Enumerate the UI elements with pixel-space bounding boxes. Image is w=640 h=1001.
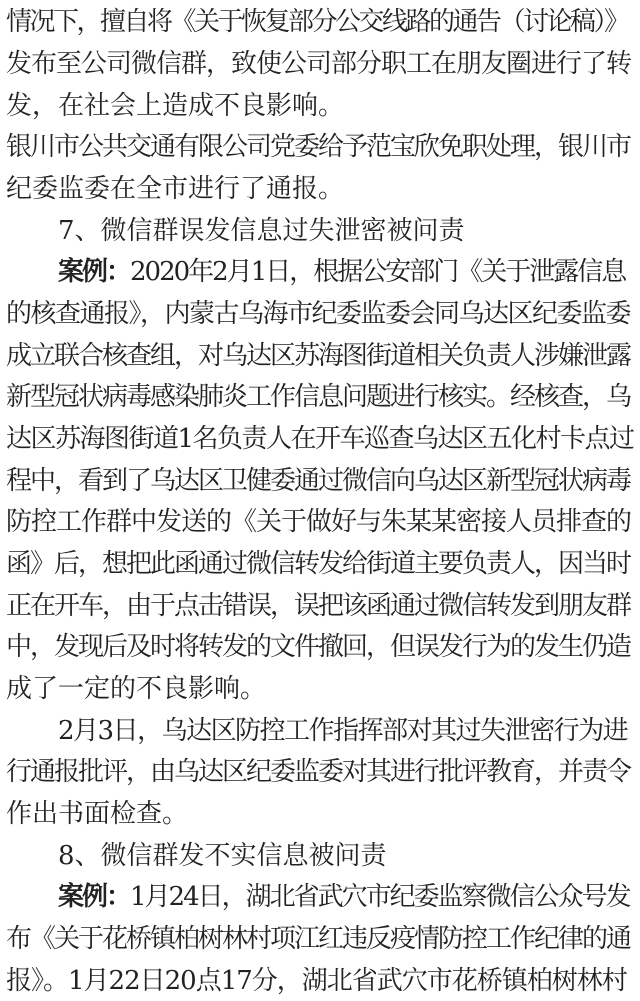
text-line: 正在开车，由于点击错误，误把该函通过微信转发到朋友群 [6, 591, 631, 621]
text-line: 作出书面检查。 [6, 799, 189, 829]
text-line: 新型冠状病毒感染肺炎工作信息问题进行核实。经核查，乌 [6, 382, 631, 412]
case-text: 1月24日，湖北省武穴市纪委监察微信公众号发 [130, 882, 630, 912]
text-line: 报》。1月22日20点17分，湖北省武穴市花桥镇柏树林村 [6, 966, 627, 996]
case-label: 案例： [58, 882, 131, 912]
text-line: 发，在社会上造成不良影响。 [6, 91, 345, 121]
text-line: 达区苏海图街道1名负责人在开车巡查乌达区五化村卡点过 [6, 424, 634, 454]
case-label: 案例： [58, 257, 131, 287]
text-line: 2月3日，乌达区防控工作指挥部对其过失泄密行为进 [58, 716, 628, 746]
text-line: 防控工作群中发送的《关于做好与朱某某密接人员排查的 [6, 507, 632, 537]
text-line: 函》后，想把此函通过微信转发给街道主要负责人，因当时 [6, 549, 631, 579]
text-line: 银川市公共交通有限公司党委给予范宝欣免职处理，银川市 [6, 132, 631, 162]
text-line: 成立联合核查组，对乌达区苏海图街道相关负责人涉嫌泄露 [6, 341, 631, 371]
section-heading-7: 7、微信群误发信息过失泄密被问责 [58, 216, 465, 246]
text-line: 成了一定的不良影响。 [6, 674, 267, 704]
text-line: 中，发现后及时将转发的文件撤回，但误发行为的发生仍造 [6, 632, 631, 662]
text-line: 的核查通报》，内蒙古乌海市纪委监委会同乌达区纪委监委 [6, 299, 631, 329]
case-paragraph-first-line [58, 877, 634, 917]
text-line: 发布至公司微信群，致使公司部分职工在朋友圈进行了转 [6, 49, 632, 79]
case-paragraph-first-line [58, 252, 634, 292]
text-line: 情况下，擅自将《关于恢复部分公交线路的通告（讨论稿）》 [6, 7, 628, 37]
text-line: 纪委监委在全市进行了通报。 [6, 174, 345, 204]
text-line: 布《关于花桥镇柏树林村项江红违反疫情防控工作纪律的通 [6, 924, 631, 954]
case-text: 2020年2月1日，根据公安部门《关于泄露信息 [130, 257, 626, 287]
text-line: 程中，看到了乌达区卫健委通过微信向乌达区新型冠状病毒 [6, 466, 631, 496]
text-line: 行通报批评，由乌达区纪委监委对其进行批评教育，并责令 [6, 757, 631, 787]
section-heading-8: 8、微信群发不实信息被问责 [58, 841, 387, 871]
